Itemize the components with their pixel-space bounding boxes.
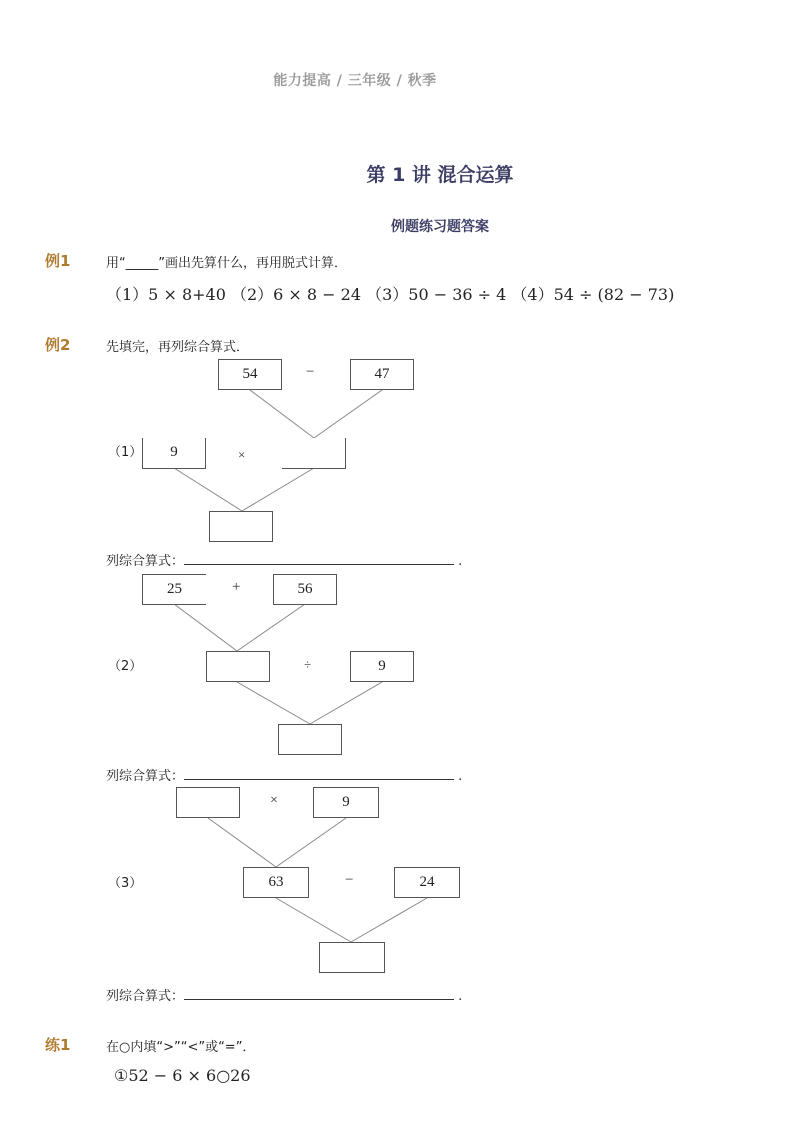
page-header: 能力提高 / 三年级 / 秋季	[273, 73, 437, 89]
d3-operand-c: 63	[243, 867, 309, 898]
d1-formula-label: 列综合算式： .	[106, 554, 463, 569]
d3-operand-b: 9	[313, 787, 379, 818]
d2-operator-2: ÷	[304, 657, 312, 672]
example1-tag: 例1	[45, 252, 71, 270]
d1-answer-box[interactable]	[282, 438, 346, 469]
d3-operator-1: ×	[270, 793, 278, 808]
d3-result-box[interactable]	[319, 942, 385, 973]
practice1-tag: 练1	[45, 1036, 71, 1054]
practice1-item-1: ①52 − 6 × 6○26	[114, 1066, 251, 1085]
d1-operand-c: 9	[142, 438, 206, 469]
d2-operand-d: 9	[350, 651, 414, 682]
d3-operator-2: −	[345, 872, 354, 888]
d2-result-box[interactable]	[278, 724, 342, 755]
d1-operator-1: −	[306, 364, 315, 380]
page-title: 第 1 讲 混合运算	[366, 164, 514, 186]
example1-instruction: 用“_____”画出先算什么，再用脱式计算．	[106, 256, 347, 271]
d3-label: （3）	[108, 876, 143, 891]
page-subtitle: 例题练习题答案	[391, 219, 489, 235]
d3-operand-d: 24	[394, 867, 460, 898]
d2-formula-label: 列综合算式： .	[106, 769, 463, 784]
practice1-instruction: 在○内填“>”“<”或“=”．	[106, 1040, 256, 1055]
d1-result-box[interactable]	[209, 511, 273, 542]
d2-operand-b: 56	[273, 574, 337, 605]
example1-items: （1）5 × 8+40 （2）6 × 8 − 24 （3）50 − 36 ÷ 4 （4）54 ÷ (82 − 73)	[106, 285, 675, 304]
d2-answer-box[interactable]	[206, 651, 270, 682]
d2-operator-1: +	[232, 579, 241, 595]
d3-answer-box[interactable]	[176, 787, 240, 818]
d1-operand-a: 54	[218, 359, 282, 390]
d1-label: （1）	[108, 445, 143, 460]
example2-tag: 例2	[45, 336, 71, 354]
d2-label: （2）	[108, 659, 143, 674]
d1-operator-2: ×	[238, 447, 246, 462]
example2-instruction: 先填完，再列综合算式．	[106, 340, 250, 355]
d3-formula-label: 列综合算式： .	[106, 989, 463, 1004]
d2-operand-a: 25	[142, 574, 206, 605]
d1-operand-b: 47	[350, 359, 414, 390]
